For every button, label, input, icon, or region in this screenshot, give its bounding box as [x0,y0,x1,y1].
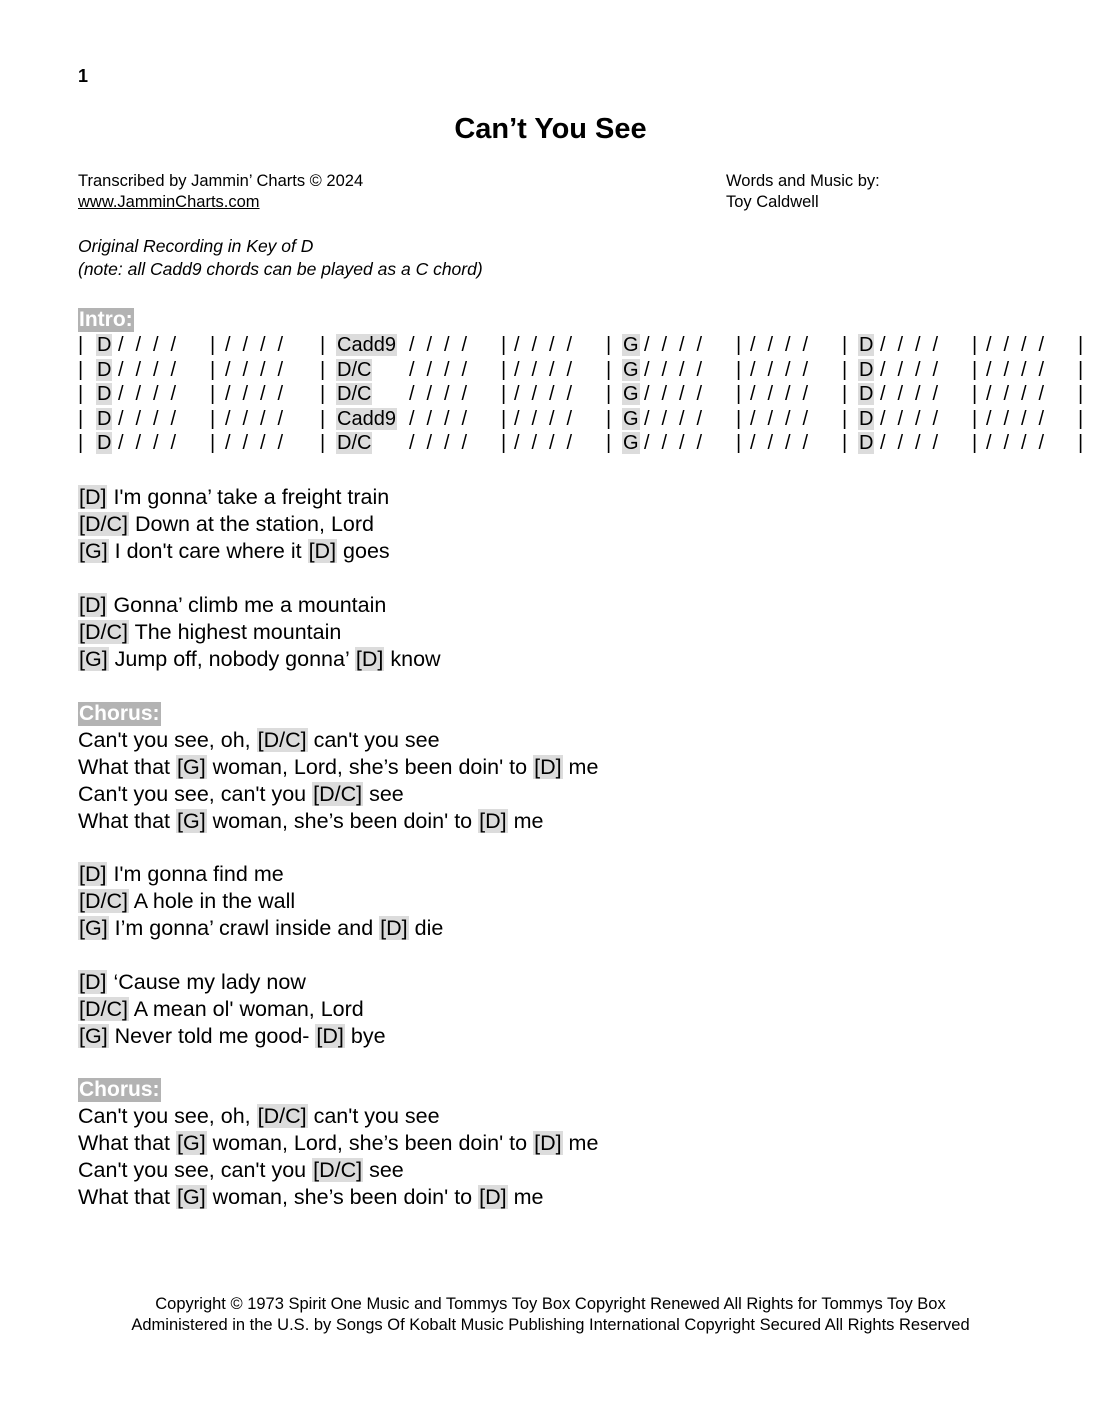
slash-group: / / / / [118,432,180,454]
lyric-text: Gonna’ climb me a mountain [107,593,387,617]
chord-marker: [D/C] [313,782,363,806]
intro-chord: D [859,407,874,430]
intro-chord: Cadd9 [337,334,396,356]
original-key-note: Original Recording in Key of D [78,236,314,256]
intro-chord: D [97,432,112,454]
intro-chord: G [623,383,639,405]
page-number: 1 [78,66,89,86]
chorus-1-lines [78,727,598,835]
slash-group: / / / / [225,334,287,356]
bar-line: | [842,358,848,381]
key-notes [78,235,483,281]
bar-line: | [736,383,742,405]
lyric-line [78,996,386,1023]
slash-group: / / / / [225,358,287,381]
slash-group: / / / / [225,407,287,430]
lyric-text: Down at the station, Lord [128,512,374,536]
bar-line: | [842,407,848,430]
bar-line: | [606,383,612,405]
slash-group: / / / / [409,383,471,405]
lyric-line [78,1023,386,1050]
lyric-line [78,1103,598,1130]
chord-marker: [D/C] [79,997,128,1021]
lyric-line [78,619,441,646]
bar-line: | [1078,383,1084,405]
slash-group: / / / / [986,334,1048,356]
intro-row [78,382,1092,407]
lyric-text: see [363,782,404,806]
bar-line: | [972,407,978,430]
intro-chord: D [97,383,112,405]
bar-line: | [1078,334,1084,356]
chord-marker: [D] [79,862,107,886]
intro-row [78,431,1092,456]
slash-group: / / / / [644,407,706,430]
bar-line: | [972,432,978,454]
slash-group: / / / / [750,358,812,381]
bar-line: | [606,432,612,454]
bar-line: | [320,334,326,356]
slash-group: / / / / [118,358,180,381]
lyric-line [78,538,390,565]
intro-chord: D [97,358,112,381]
bar-line: | [210,358,216,381]
chord-marker: [G] [79,647,108,671]
intro-row [78,407,1092,432]
chord-marker: [D] [79,970,107,994]
chorus-2-lines [78,1103,598,1211]
slash-group: / / / / [880,407,942,430]
lyric-text: me [562,1131,599,1155]
bar-line: | [501,383,507,405]
copyright-line-1: Copyright © 1973 Spirit One Music and Tommys Toy Box Copyright Renewed All Rights for Tommys Toy Box [155,1295,946,1313]
song-title: Can’t You See [454,113,647,145]
chorus-label: Chorus: [79,1078,160,1101]
lyric-line [78,808,598,835]
lyric-line [78,592,441,619]
chord-marker: [D/C] [79,512,128,536]
chord-marker: [D/C] [79,620,128,644]
slash-group: / / / / [986,383,1048,405]
intro-chord: D/C [337,358,372,381]
lyric-text: I'm gonna’ take a freight train [107,485,390,509]
chord-marker: [G] [79,539,108,563]
intro-chord: D [97,334,112,356]
chord-marker: [D] [534,1131,562,1155]
bar-line: | [736,407,742,430]
verse-3 [78,861,443,942]
chord-marker: [D] [534,755,562,779]
slash-group: / / / / [750,407,812,430]
bar-line: | [842,334,848,356]
lyric-text: know [384,647,441,671]
lyric-text: woman, Lord, she’s been doin' to [206,1131,534,1155]
chord-marker: [D/C] [313,1158,363,1182]
lyric-text: What that [78,755,176,779]
lyric-text: woman, she’s been doin' to [206,1185,479,1209]
intro-chord: G [623,432,639,454]
slash-group: / / / / [118,407,180,430]
bar-line: | [320,432,326,454]
lyric-line [78,915,443,942]
bar-line: | [320,407,326,430]
bar-line: | [736,334,742,356]
slash-group: / / / / [986,407,1048,430]
songwriter-credit [726,171,880,213]
lyric-line [78,511,390,538]
bar-line: | [501,334,507,356]
chord-marker: [G] [177,1131,206,1155]
intro-row [78,333,1092,358]
lyric-text: I don't care where it [108,539,308,563]
chord-marker: [D] [479,809,507,833]
chorus-2 [78,1076,598,1211]
bar-line: | [78,358,84,381]
lyric-line [78,781,598,808]
lyric-text: me [507,1185,544,1209]
bar-line: | [842,383,848,405]
bar-line: | [1078,358,1084,381]
intro-chord: G [623,407,639,430]
slash-group: / / / / [644,358,706,381]
chord-marker: [D/C] [79,889,128,913]
chord-marker: [D] [79,593,107,617]
bar-line: | [78,432,84,454]
bar-line: | [78,383,84,405]
lyric-text: The highest mountain [128,620,342,644]
intro-chord-grid [78,333,1092,456]
lyric-text: Can't you see, can't you [78,782,313,806]
lyric-line [78,1157,598,1184]
slash-group: / / / / [750,383,812,405]
slash-group: / / / / [514,432,576,454]
bar-line: | [606,334,612,356]
lyric-text: Never told me good- [108,1024,316,1048]
copyright-line-2: Administered in the U.S. by Songs Of Kobalt Music Publishing International Copyright Secured All Rights Reserved [131,1316,970,1334]
lyric-line [78,646,441,673]
lyric-text: can't you see [307,728,440,752]
slash-group: / / / / [409,432,471,454]
chord-marker: [D] [79,485,107,509]
lyric-text: A mean ol' woman, Lord [128,997,364,1021]
bar-line: | [210,407,216,430]
cadd9-note: (note: all Cadd9 chords can be played as a C chord) [78,259,483,279]
lyric-line [78,969,386,996]
chord-marker: [D/C] [257,1104,307,1128]
lyric-text: What that [78,809,176,833]
intro-chord: D/C [337,432,372,454]
chord-marker: [D] [355,647,384,671]
chord-marker: [G] [177,1185,206,1209]
chord-marker: [D] [479,1185,507,1209]
bar-line: | [501,432,507,454]
chord-marker: [G] [79,916,108,940]
lyric-text: I'm gonna find me [107,862,284,886]
lyric-text: see [363,1158,404,1182]
slash-group: / / / / [514,383,576,405]
chord-marker: [D] [316,1024,344,1048]
slash-group: / / / / [118,334,180,356]
chord-marker: [G] [177,755,206,779]
lyric-text: me [507,809,544,833]
lyric-line [78,861,443,888]
bar-line: | [210,383,216,405]
lyric-text: goes [337,539,390,563]
words-music-label: Words and Music by: [726,172,880,190]
slash-group: / / / / [750,334,812,356]
slash-group: / / / / [409,358,471,381]
bar-line: | [606,358,612,381]
lyric-text: Can't you see, oh, [78,1104,257,1128]
slash-group: / / / / [986,432,1048,454]
slash-group: / / / / [409,407,471,430]
bar-line: | [736,358,742,381]
lyric-text: die [408,916,444,940]
slash-group: / / / / [644,383,706,405]
chord-marker: [D] [380,916,408,940]
intro-row [78,358,1092,383]
slash-group: / / / / [118,383,180,405]
bar-line: | [320,383,326,405]
lyric-text: Can't you see, oh, [78,728,257,752]
bar-line: | [78,407,84,430]
slash-group: / / / / [986,358,1048,381]
verse-4 [78,969,386,1050]
slash-group: / / / / [514,334,576,356]
lyric-line [78,754,598,781]
slash-group: / / / / [880,432,942,454]
chord-marker: [G] [177,809,206,833]
intro-chord: D/C [337,383,372,405]
slash-group: / / / / [880,383,942,405]
intro-chord: Cadd9 [337,407,396,430]
lyric-text: can't you see [307,1104,440,1128]
lyric-text: A hole in the wall [128,889,296,913]
lyric-text: What that [78,1131,176,1155]
lyric-text: Can't you see, can't you [78,1158,313,1182]
lyric-text: bye [344,1024,386,1048]
bar-line: | [606,407,612,430]
composer-name: Toy Caldwell [726,193,819,211]
bar-line: | [1078,432,1084,454]
bar-line: | [842,432,848,454]
lyric-text: I’m gonna’ crawl inside and [108,916,380,940]
lyric-text: woman, she’s been doin' to [206,809,479,833]
lyric-text: ‘Cause my lady now [107,970,306,994]
slash-group: / / / / [514,407,576,430]
bar-line: | [972,358,978,381]
intro-chord: D [859,383,874,405]
bar-line: | [210,334,216,356]
transcribed-by: Transcribed by Jammin’ Charts © 2024 [78,172,364,190]
intro-chord: G [623,358,639,381]
copyright-footer [0,1294,1101,1336]
intro-chord: D [859,358,874,381]
slash-group: / / / / [225,432,287,454]
bar-line: | [501,407,507,430]
lyric-line [78,1184,598,1211]
lyric-line [78,1130,598,1157]
bar-line: | [972,383,978,405]
website-link[interactable]: www.JamminCharts.com [78,193,260,211]
slash-group: / / / / [880,334,942,356]
lyric-line [78,727,598,754]
intro-section [78,308,1092,456]
lyric-line [78,888,443,915]
lyric-line [78,484,390,511]
intro-chord: D [859,432,874,454]
lyric-text: What that [78,1185,176,1209]
chord-marker: [D/C] [257,728,307,752]
lyric-text: woman, Lord, she’s been doin' to [206,755,534,779]
slash-group: / / / / [880,358,942,381]
slash-group: / / / / [644,432,706,454]
slash-group: / / / / [644,334,706,356]
bar-line: | [210,432,216,454]
bar-line: | [1078,407,1084,430]
bar-line: | [320,358,326,381]
bar-line: | [78,334,84,356]
intro-label: Intro: [79,308,133,331]
slash-group: / / / / [514,358,576,381]
bar-line: | [501,358,507,381]
chord-marker: [G] [79,1024,108,1048]
slash-group: / / / / [750,432,812,454]
chord-marker: [D] [308,539,337,563]
bar-line: | [972,334,978,356]
lyric-text: me [562,755,599,779]
chorus-label: Chorus: [79,702,160,725]
lyric-text: Jump off, nobody gonna’ [108,647,355,671]
verse-1 [78,484,390,565]
intro-chord: D [859,334,874,356]
transcription-credit [78,171,363,213]
verse-2 [78,592,441,673]
intro-chord: D [97,407,112,430]
chorus-1 [78,700,598,835]
slash-group: / / / / [225,383,287,405]
bar-line: | [736,432,742,454]
slash-group: / / / / [409,334,471,356]
intro-chord: G [623,334,639,356]
